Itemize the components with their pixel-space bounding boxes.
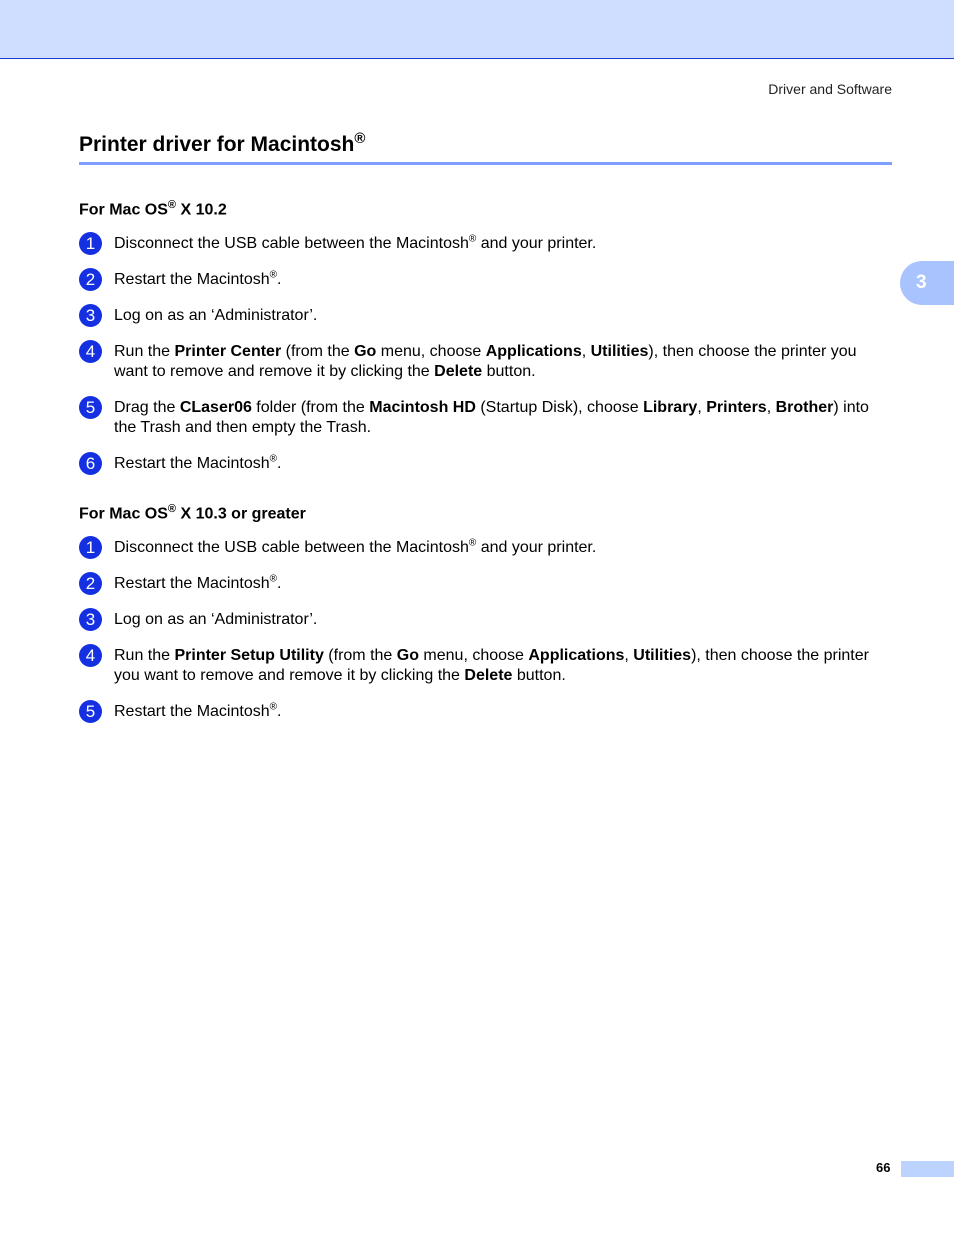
step-number-badge: 2 [79, 268, 102, 291]
ui-term: Utilities [590, 343, 649, 360]
step-text-run: (Startup Disk), choose [475, 399, 644, 416]
step-number-badge: 1 [79, 536, 102, 559]
step-text-run: and your printer. [476, 235, 597, 252]
step-item [79, 232, 894, 254]
running-header: Driver and Software [768, 81, 892, 97]
ui-term: CLaser06 [179, 399, 252, 416]
step-text-run: Run the [114, 343, 175, 360]
step-text-run: Log on as an ‘Administrator’. [114, 307, 318, 324]
page-number-tab [901, 1161, 954, 1177]
step-number-badge: 4 [79, 644, 102, 667]
step-text-run: Drag the [114, 399, 180, 416]
step-number-badge: 5 [79, 700, 102, 723]
step-number-badge: 3 [79, 608, 102, 631]
step-text [114, 608, 894, 630]
ui-term: Go [396, 647, 419, 664]
step-text-run: Run the [114, 647, 175, 664]
step-text-run: Restart the Macintosh [114, 455, 270, 472]
heading-prefix: For Mac OS [79, 505, 168, 523]
heading-prefix: For Mac OS [79, 201, 168, 219]
step-number-badge: 4 [79, 340, 102, 363]
step-text [114, 536, 894, 558]
step-text-run: ), then choose the printer you want to remove and remove it by clicking the [114, 343, 857, 380]
step-text-run: button. [482, 363, 536, 380]
step-text-run: ) into the Trash and then empty the Trash. [114, 399, 869, 436]
ui-term: Utilities [633, 647, 692, 664]
ui-term: Applications [528, 647, 625, 664]
registered-mark: ® [269, 573, 277, 585]
step-item [79, 304, 894, 326]
section-heading-osx-10-3 [79, 503, 306, 523]
step-text-run: . [277, 575, 282, 592]
step-text [114, 452, 894, 474]
step-text-run: (from the [323, 647, 397, 664]
registered-mark: ® [269, 269, 277, 281]
ui-term: Applications [485, 343, 582, 360]
step-item [79, 608, 894, 630]
registered-mark: ® [167, 199, 177, 211]
step-text-run: Log on as an ‘Administrator’. [114, 611, 318, 628]
step-item [79, 700, 894, 722]
ui-term: Brother [775, 399, 834, 416]
step-number-badge: 3 [79, 304, 102, 327]
step-text-run: . [277, 703, 282, 720]
step-text-run: , [581, 343, 591, 360]
step-item [79, 340, 894, 382]
registered-mark: ® [354, 130, 366, 147]
step-item [79, 572, 894, 594]
ui-term: Delete [464, 667, 513, 684]
ui-term: Library [643, 399, 698, 416]
step-text-run: . [277, 455, 282, 472]
registered-mark: ® [269, 701, 277, 713]
chapter-tab [900, 261, 954, 305]
step-text-run: (from the [281, 343, 355, 360]
registered-mark: ® [269, 453, 277, 465]
step-text-run: folder (from the [251, 399, 370, 416]
ui-term: Printers [706, 399, 767, 416]
step-text [114, 572, 894, 594]
step-text [114, 340, 894, 382]
registered-mark: ® [468, 537, 477, 549]
step-text-run: . [277, 271, 282, 288]
page-number: 66 [876, 1160, 891, 1175]
step-item [79, 268, 894, 290]
step-number-badge: 6 [79, 452, 102, 475]
step-text [114, 268, 894, 290]
step-number-badge: 1 [79, 232, 102, 255]
registered-mark: ® [167, 503, 177, 515]
step-text-run: Restart the Macintosh [114, 575, 270, 592]
step-text-run: Disconnect the USB cable between the Macintosh [114, 235, 469, 252]
top-header-band [0, 0, 954, 59]
step-text-run: menu, choose [418, 647, 529, 664]
step-text [114, 232, 894, 254]
ui-term: Go [354, 343, 377, 360]
heading-suffix: X 10.2 [176, 201, 227, 219]
step-text-run: ), then choose the printer you want to remove and remove it by clicking the [114, 647, 869, 684]
step-text-run: menu, choose [376, 343, 486, 360]
page-title-text: Printer driver for Macintosh [79, 133, 355, 156]
step-item [79, 452, 894, 474]
ui-term: Macintosh HD [369, 399, 476, 416]
step-text [114, 700, 894, 722]
step-text-run: Restart the Macintosh [114, 703, 270, 720]
step-text [114, 304, 894, 326]
step-text-run: Restart the Macintosh [114, 271, 270, 288]
section-heading-osx-10-2 [79, 199, 227, 219]
ui-term: Printer Setup Utility [174, 647, 324, 664]
step-text-run: , [697, 399, 707, 416]
registered-mark: ® [468, 233, 477, 245]
heading-suffix: X 10.3 or greater [176, 505, 306, 523]
step-text-run: , [766, 399, 776, 416]
step-text-run: , [624, 647, 634, 664]
step-text-run: Disconnect the USB cable between the Macintosh [114, 539, 469, 556]
step-item [79, 536, 894, 558]
step-item [79, 644, 894, 686]
step-text-run: button. [512, 667, 566, 684]
step-text-run: and your printer. [476, 539, 597, 556]
ui-term: Delete [434, 363, 483, 380]
ui-term: Printer Center [174, 343, 282, 360]
chapter-number: 3 [916, 272, 927, 293]
step-number-badge: 5 [79, 396, 102, 419]
page-title [79, 130, 892, 165]
step-text [114, 644, 894, 686]
step-item [79, 396, 894, 438]
step-number-badge: 2 [79, 572, 102, 595]
step-text [114, 396, 894, 438]
